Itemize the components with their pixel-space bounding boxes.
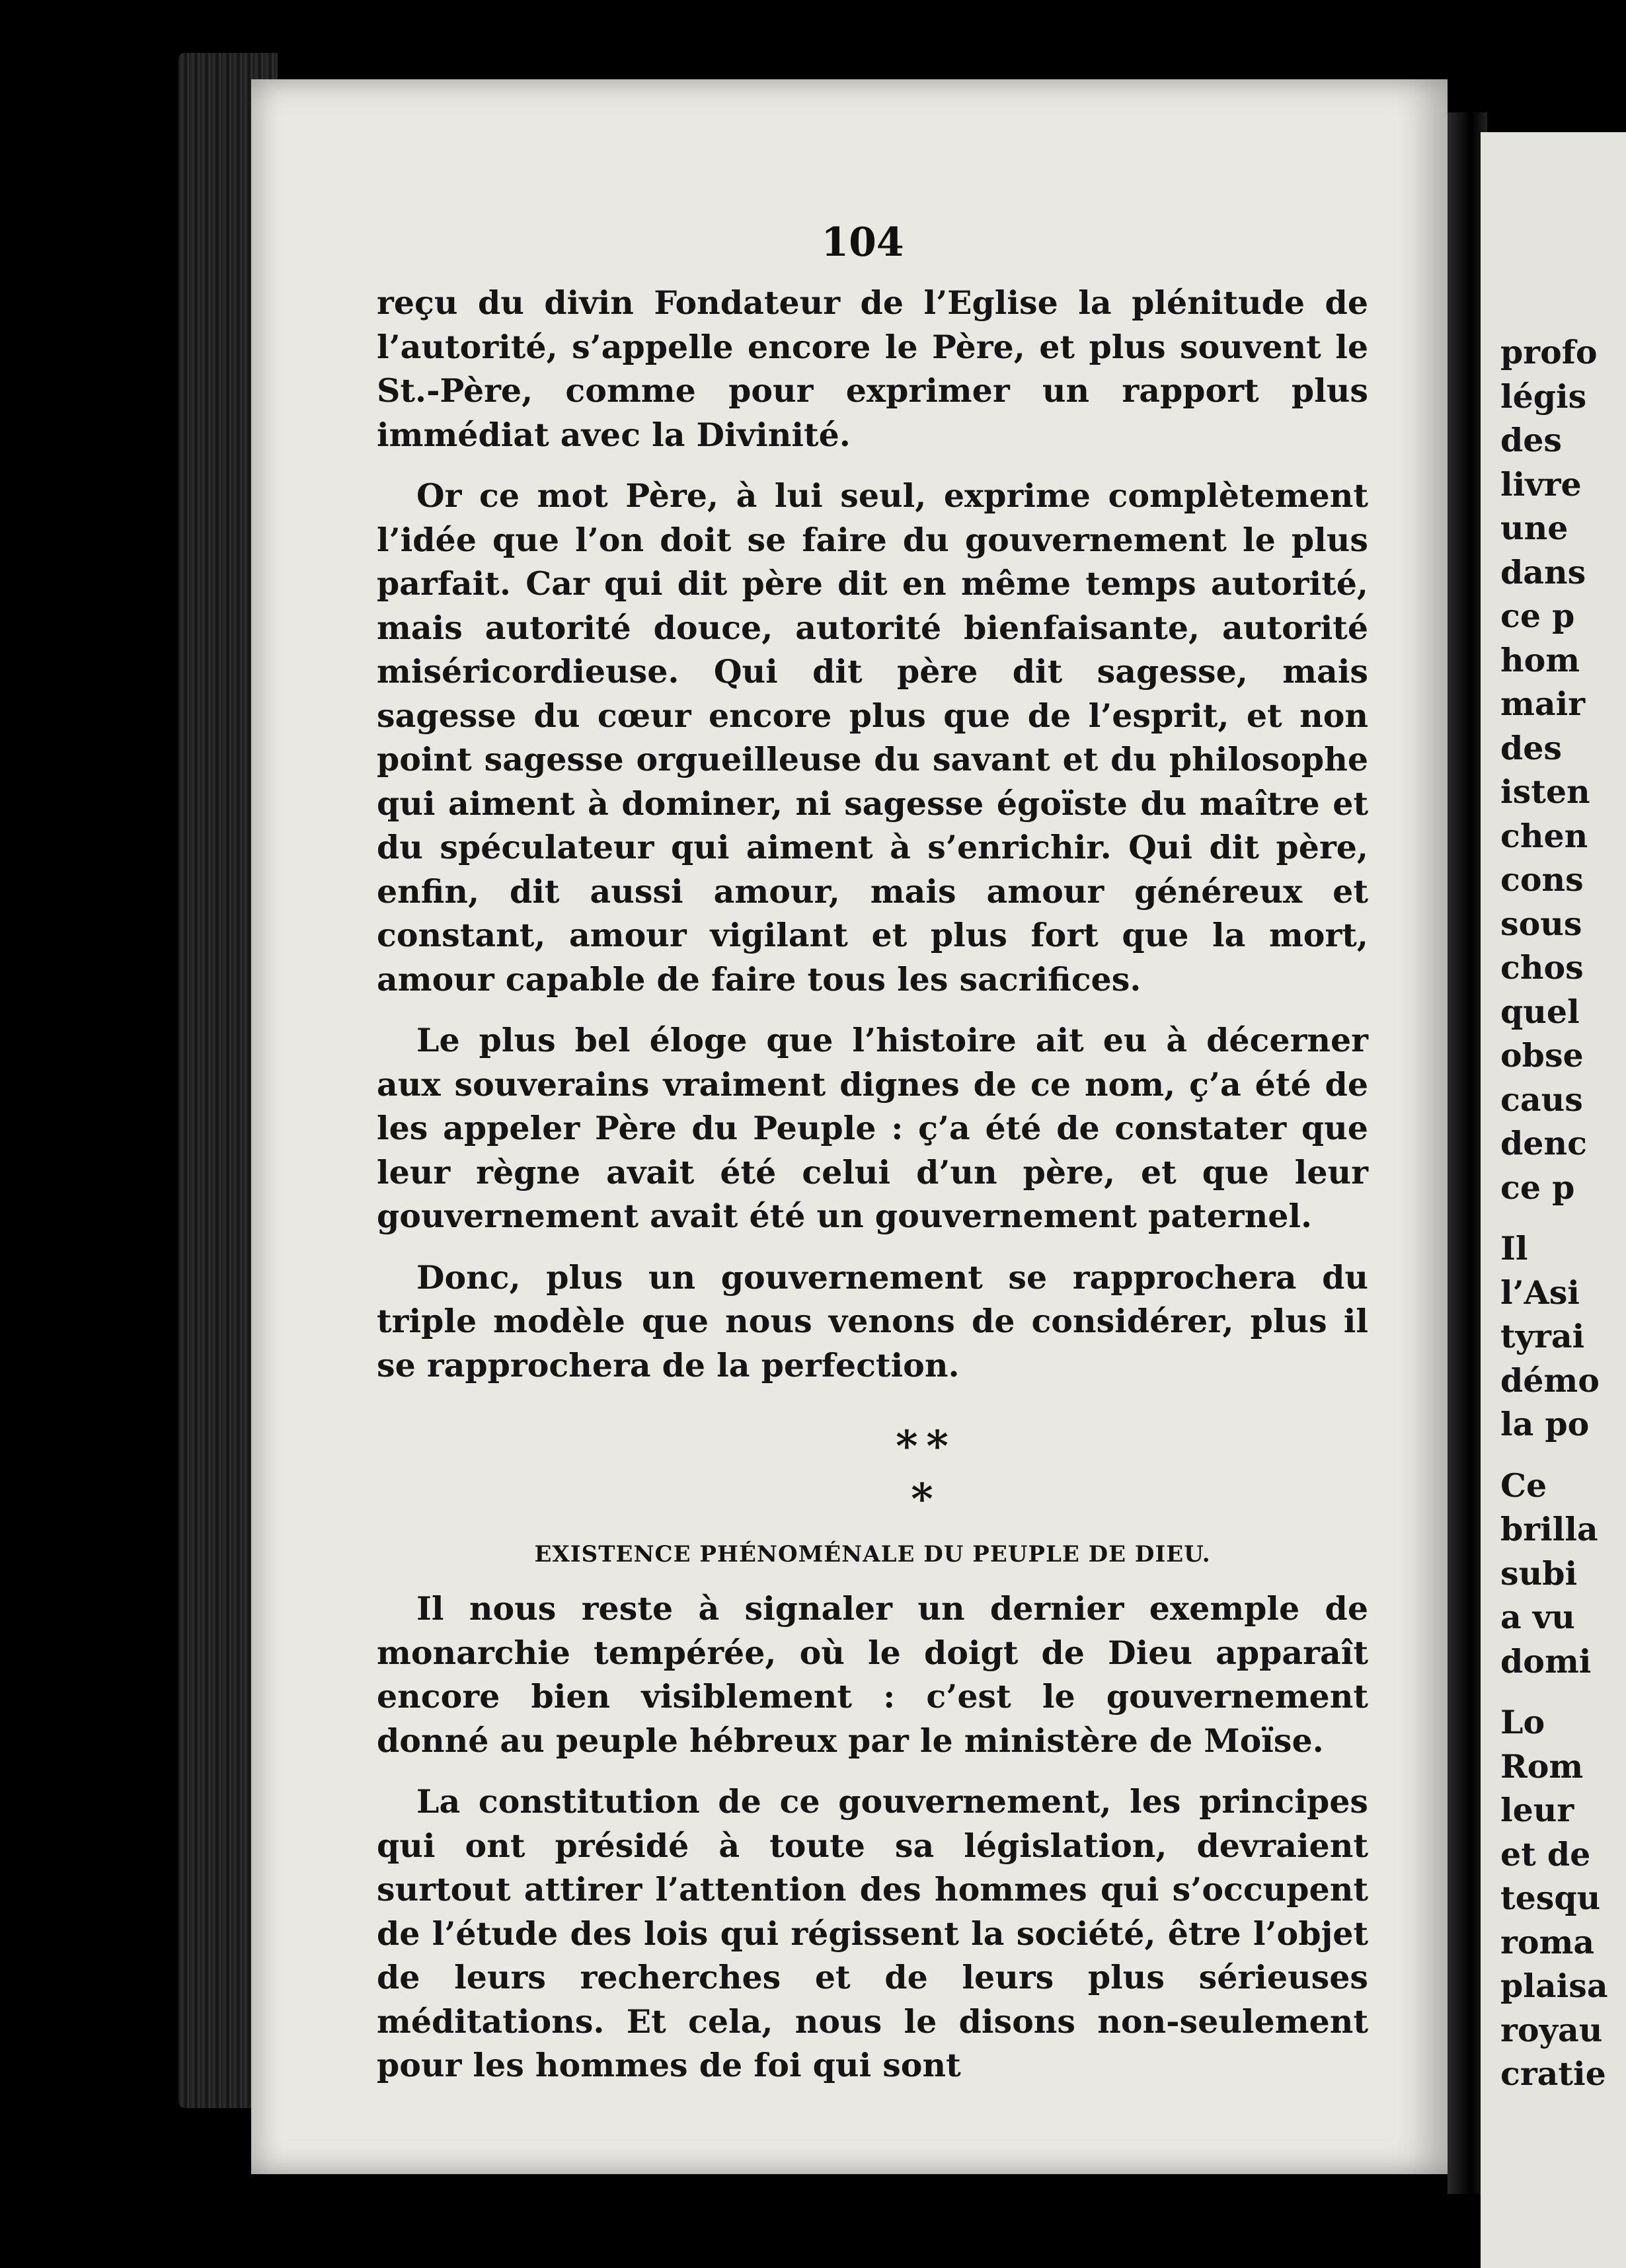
right-page-line: subi (1500, 1554, 1578, 1593)
right-page-line: hom (1500, 640, 1580, 679)
right-page-line: profo (1500, 333, 1598, 371)
paragraph-2: Or ce mot Père, à lui seul, exprime complètement l’idée que l’on doit se faire du gouvernement le plus parfait. Car qui dit père dit en même temps autorité, mais autorité douce, autorité bienfaisante, autorité miséricordieuse. Qui dit père dit sagesse, mais sagesse du cœur encore plus que de l’esprit, et non point sagesse orgueilleuse du savant et du philosophe qui aiment à dominer, ni sagesse égoïste du maître et du spéculateur qui aiment à s’enrichir. Qui dit père, enfin, dit aussi amour, mais amour généreux et constant, amour vigilant et plus fort que la mort, amour capable de faire tous les sacrifices. (377, 476, 1368, 999)
right-page-line: livre (1500, 465, 1582, 504)
paragraph-gap (1500, 1209, 1626, 1227)
right-page-line: royau (1500, 2010, 1603, 2049)
right-page-line: des (1500, 421, 1563, 459)
right-page-line: démo (1500, 1361, 1600, 1400)
right-page-line: ce p (1500, 597, 1575, 635)
right-page-line: la po (1500, 1405, 1590, 1443)
right-page-line: cratie (1500, 2055, 1606, 2093)
right-page-text (1500, 330, 1626, 2096)
right-page-line: brilla (1500, 1510, 1598, 1548)
right-page-line: plaisa (1500, 1967, 1608, 2005)
right-page-line: caus (1500, 1080, 1583, 1119)
section-heading: EXISTENCE PHÉNOMÉNALE DU PEUPLE DE DIEU. (534, 1541, 1211, 1568)
right-page-line: Ce (1500, 1466, 1547, 1505)
paragraph-gap (1500, 1683, 1626, 1700)
right-page-line: ce p (1500, 1168, 1575, 1207)
right-page-line: chos (1500, 948, 1584, 987)
page-body (377, 281, 1368, 2088)
left-page (251, 79, 1448, 2174)
right-page-line: tyrai (1500, 1317, 1585, 1355)
right-page-line: une (1500, 509, 1568, 547)
right-page-line: cons (1500, 860, 1584, 899)
right-page-line: isten (1500, 773, 1590, 811)
right-page-line: domi (1500, 1642, 1592, 1681)
asterism-ornament: * * * (896, 1421, 948, 1524)
paragraph-4: Donc, plus un gouvernement se rapprochera du triple modèle que nous venons de considérer, plus il se rapprochera de la perfection. (377, 1258, 1368, 1384)
page-number: 104 (821, 219, 904, 266)
right-page-line: Lo (1500, 1703, 1545, 1741)
right-page-line: Rom (1500, 1747, 1584, 1786)
right-page-line: et de (1500, 1834, 1591, 1873)
right-page-line: des (1500, 728, 1563, 767)
right-page-line: a vu (1500, 1598, 1575, 1636)
right-page-line: dans (1500, 552, 1586, 591)
right-page-line: légis (1500, 377, 1587, 416)
paragraph-1: reçu du divin Fondateur de l’Eglise la plénitude de l’autorité, s’appelle encore le Père, et plus souvent le St.-Père, comme pour exprimer un rapport plus immédiat avec la Divinité. (377, 284, 1368, 454)
right-page-line: leur (1500, 1791, 1574, 1829)
right-page-line: l’Asi (1500, 1273, 1580, 1312)
paragraph-5: Il nous reste à signaler un dernier exemple de monarchie tempérée, où le doigt de Dieu apparaît encore bien visiblement : c’est le gouvernement donné au peuple hébreux par le ministère de Moïse. (377, 1589, 1368, 1760)
right-page-line: sous (1500, 904, 1582, 943)
right-page-fragment (1481, 132, 1626, 2268)
right-page-line: obse (1500, 1036, 1584, 1075)
right-page-line: mair (1500, 685, 1586, 723)
right-page-line: roma (1500, 1922, 1595, 1961)
right-page-line: chen (1500, 816, 1588, 855)
paragraph-gap (1500, 1447, 1626, 1464)
right-page-line: quel (1500, 992, 1580, 1031)
right-page-line: denc (1500, 1124, 1587, 1162)
paragraph-6: La constitution de ce gouvernement, les principes qui ont présidé à toute sa législation, devraient surtout attirer l’attention des hommes qui s’occupent de l’étude des lois qui régissent la société, être l’objet de leurs recherches et de leurs plus sérieuses méditations. Et cela, nous le disons non-seulement pour les hommes de foi qui sont (377, 1782, 1368, 2084)
right-page-line: Il (1500, 1229, 1528, 1267)
right-page-line: tesqu (1500, 1879, 1601, 1917)
paragraph-3: Le plus bel éloge que l’histoire ait eu à décerner aux souverains vraiment dignes de ce nom, ç’a été de les appeler Père du Peuple : ç’a été de constater que leur règne avait été celui d’un père, et que leur gouvernement avait été un gouvernement paternel. (377, 1021, 1368, 1235)
